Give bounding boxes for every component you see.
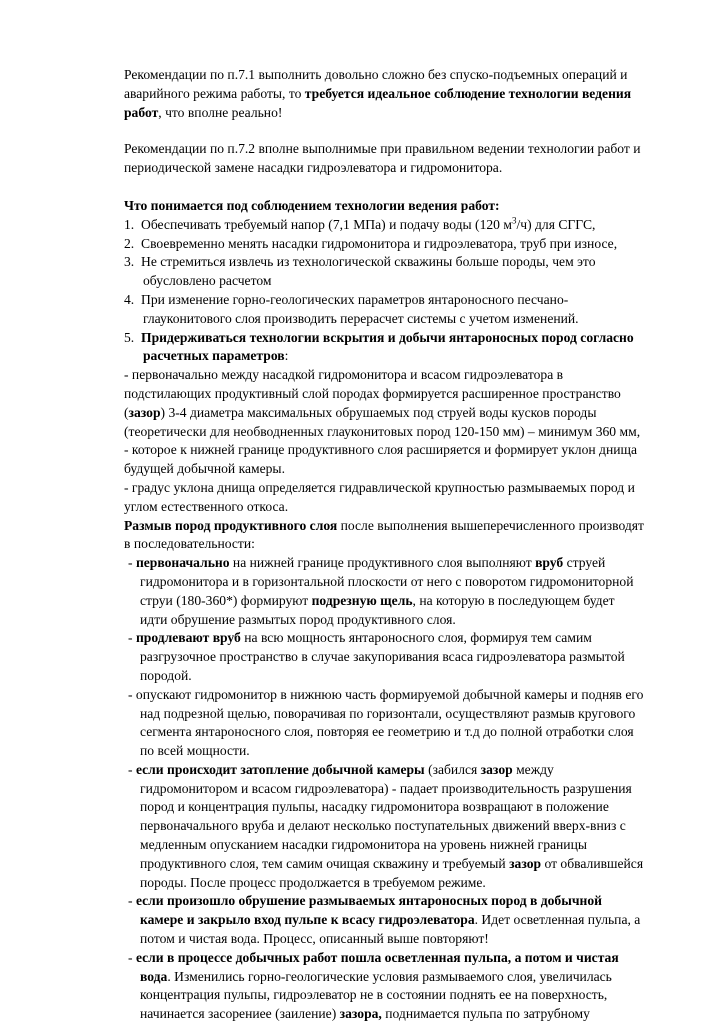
s6-run-4: поднимается пульпа по затрубному (381, 1006, 590, 1022)
dash-item-gap: - первоначально между насадкой гидромонитора и всасом гидроэлеватора в подстилающих продуктивный слой породах формируется расширенное пространство (зазор) 3-4 диаметра максимальных обрушаемых под струей воды кусков породы (теоретически для необводненных глауконитовых пород 120-150 мм) – минимум 360 мм, (124, 367, 641, 439)
document-body (124, 66, 644, 1024)
s3-run-0: - опускают гидромонитор в нижнюю часть формируемой добычной камеры и подняв его над подрезной щелью, поворачивая по горизонтали, осуществляют размыв кругового сегмента янтароносного слоя, повторяя ее геометрию и т.д до полной отработки слоя по всей мощности. (128, 686, 644, 759)
s1-run-1: первоначально (135, 555, 230, 571)
dash-item-slope: - которое к нижней границе продуктивного слоя расширяется и формирует уклон днища будущей добычной камеры. (124, 442, 638, 477)
s6-run-1: если в процессе добычных работ пошла осветленная пульпа, а потом и чистая вода (135, 949, 619, 984)
list-item-3: 3. Не стремиться извлечь из технологической скважины больше породы, чем это обусловлено расчетом (124, 254, 596, 289)
s6-run-2: . Изменились горно-геологические условия размываемого слоя, увеличилась концентрация пульпы, гидроэлеватор не в состоянии поднять ее на поверхность, начинается засорениее (заиление) (140, 968, 612, 1022)
s4-run-5: зазор (509, 855, 542, 871)
s1-run-2: на нижней границе продуктивного слоя выполняют (229, 555, 536, 571)
s4-run-6: от обвалившейся породы. После процесс продолжается в требуемом режиме. (140, 855, 644, 890)
s4-run-4: между гидромонитором и всасом гидроэлеватора) - падает производительность разрушения пород и концентрация пульпы, насадку гидромонитора возвращают в положение первоначального вруба и делают несколько поступательных движений вверх-вниз с медленным опусканием насадки гидромонитора на уровень нижней границы продуктивного слоя, тем самим очищая скважину и требуемый (140, 761, 632, 871)
p1-run-0: Рекомендации по п.7.1 выполнить довольно сложно без спуско-подъемных операций и аварийного режима работы, то (124, 67, 628, 101)
dash-item-slope-degree: - градус уклона днища определяется гидравлической крупностью размываемых пород и углом естественного откоса. (124, 479, 635, 514)
step-clarified-pulp (124, 949, 644, 1024)
paragraph-recommendation-7-2: Рекомендации по п.7.2 вполне выполнимые при правильном ведении технологии работ и периодической замене насадки гидроэлеватора и гидромонитора. (124, 141, 641, 176)
list-item-1: 1. Обеспечивать требуемый напор (7,1 МПа) и подачу воды (120 $м^3/ч$) для СГГС, (124, 215, 596, 232)
p1-run-1: требуется идеальное соблюдение технологии ведения работ (124, 85, 632, 120)
s2-run-0: - (128, 630, 136, 646)
s6-run-0: - (128, 949, 136, 965)
s5-run-0: - (128, 893, 136, 909)
s5-run-2: . Идет осветленная пульпа, а потом и чистая вода. Процесс, описанный выше повторяют! (140, 912, 641, 947)
section-heading: Что понимается под соблюдением технологии ведения работ: (124, 197, 500, 213)
s4-run-3: зазор (480, 761, 513, 777)
s2-run-1: продлевают вруб (135, 630, 241, 646)
s5-run-1: если произошло обрушение размываемых янтароносных пород в добычной камере и закрыло вход пульпе к всасу гидроэлеватора (135, 893, 602, 928)
step-flooding (124, 761, 644, 893)
s1-run-0: - (128, 555, 136, 571)
s1-run-5: подрезную щель (311, 592, 413, 608)
step-initial-cut (124, 554, 644, 629)
list-item-5: 5. Придерживаться технологии вскрытия и добычи янтароносных пород согласно расчетных параметров: (124, 329, 634, 364)
s4-run-2: (забился (424, 761, 481, 777)
paragraph-recommendation-7-1 (124, 66, 644, 122)
list-item-2: 2. Своевременно менять насадки гидромонитора и гидроэлеватора, труб при износе, (124, 235, 618, 251)
s1-run-6: , на которую в последующем будет идти обрушение размытых пород продуктивного слоя. (140, 592, 615, 627)
step-extend-cut (124, 629, 644, 685)
p1-run-2: , что вполне реально! (158, 104, 283, 120)
step-collapse (124, 892, 644, 948)
s4-run-1: если происходит затопление добычной камеры (135, 761, 425, 777)
s4-run-0: - (128, 761, 136, 777)
step-lower-monitor (124, 686, 644, 761)
paragraph-razmyv: Размыв пород продуктивного слоя после выполнения вышеперечисленного производят в последовательности: (124, 517, 644, 552)
s2-run-2: на всю мощность янтароносного слоя, формируя тем самим разгрузочное пространство в случае закупоривания всаса гидроэлеватора размытой породой. (140, 630, 625, 683)
s6-run-3: зазора, (339, 1006, 382, 1022)
list-item-4: 4. При изменение горно-геологических параметров янтароносного песчано-глауконитового слоя производить перерасчет системы с учетом изменений. (124, 291, 579, 326)
s1-run-3: вруб (535, 555, 564, 571)
s1-run-4: струей гидромонитора и в горизонтальной плоскости от него с поворотом гидромониторной струи (180-360*) формируют (140, 555, 634, 608)
